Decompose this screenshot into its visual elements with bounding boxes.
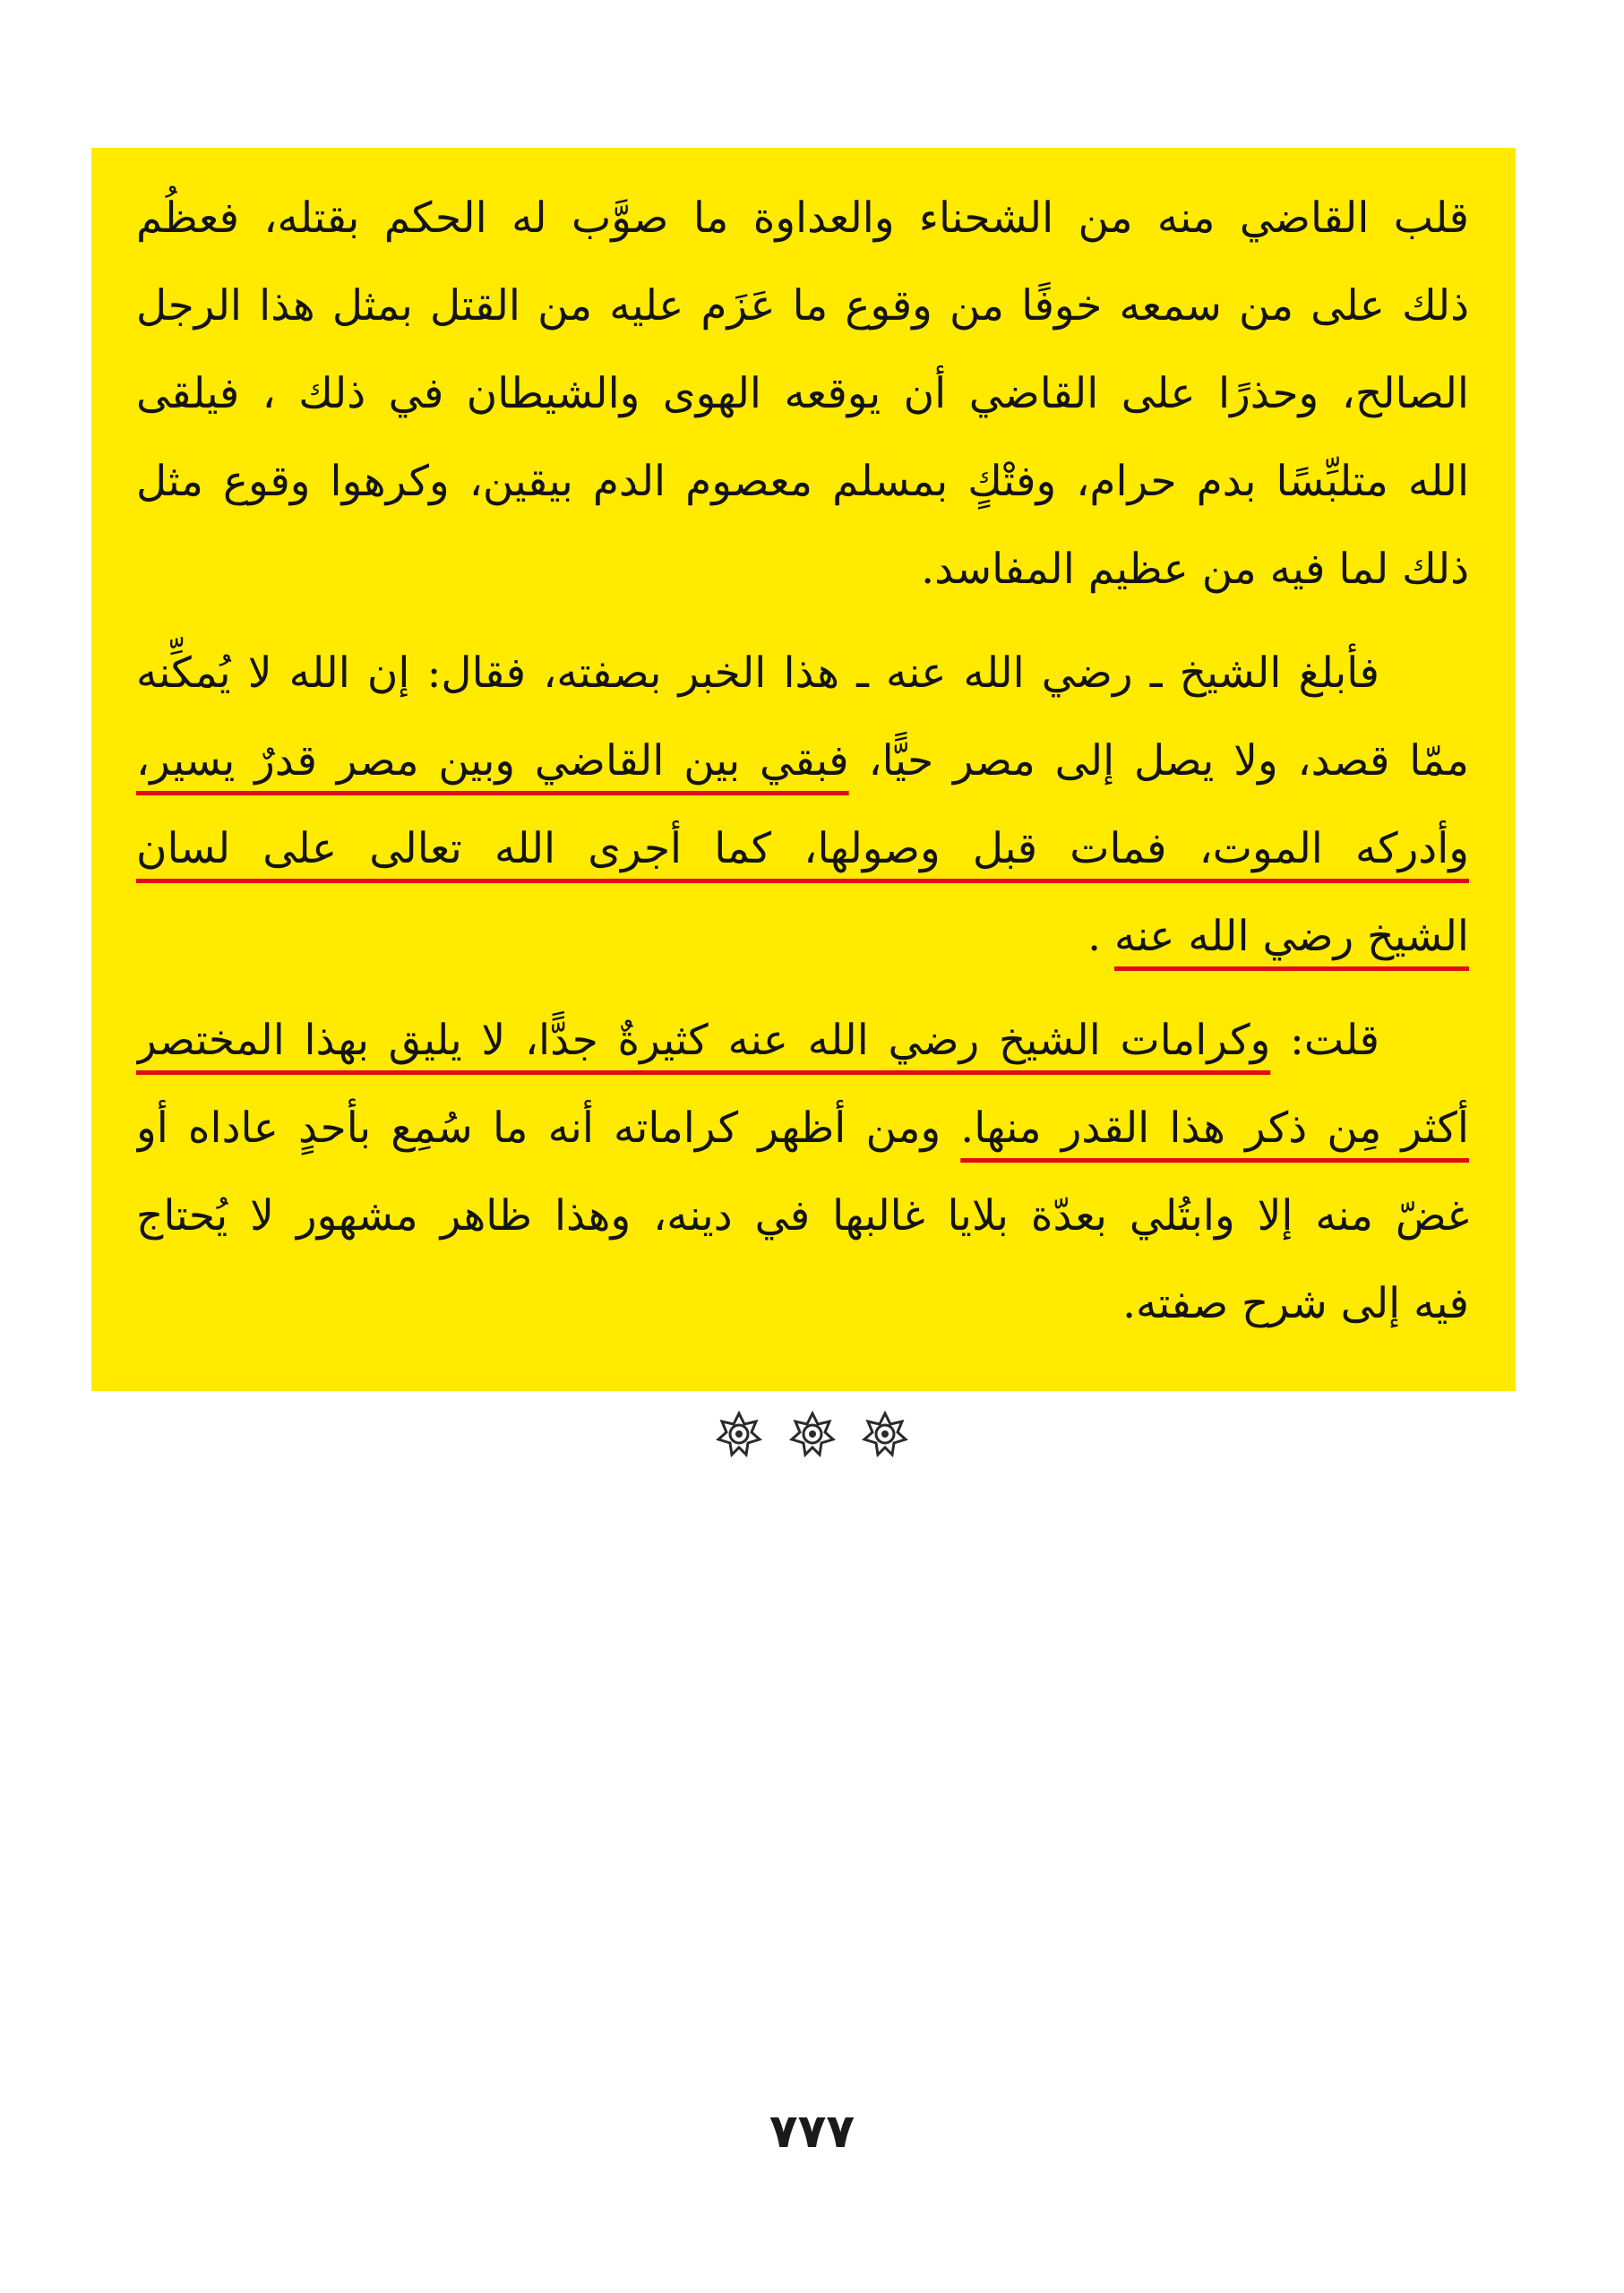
- text-line: غضّ منه إلا وابتُلي بعدّة بلايا غالبها في دينه، وهذا ظاهر مشهور لا يُحتاج: [136, 1191, 1469, 1241]
- underlined-passage: أكثر مِن ذكر هذا القدر منها.: [960, 1104, 1469, 1153]
- highlighted-text-block: [91, 148, 1516, 1391]
- text-segment: ممّا قصد، ولا يصل إلى مصر حيًّا،: [848, 736, 1469, 786]
- text-line: [136, 1085, 1469, 1172]
- paragraph-3: [136, 997, 1469, 1348]
- page-body: [136, 175, 1469, 1348]
- paragraph-gap: [136, 981, 1469, 997]
- text-line: [136, 997, 1469, 1085]
- section-divider: [0, 1411, 1624, 1457]
- text-line: [136, 717, 1469, 805]
- text-line: ذلك على من سمعه خوفًا من وقوع ما عَزَم عليه من القتل بمثل هذا الرجل: [136, 281, 1469, 331]
- underlined-passage: وكرامات الشيخ رضي الله عنه كثيرةٌ جدًّا، لا يليق بهذا المختصر: [136, 1016, 1271, 1065]
- text-line: قلب القاضي منه من الشحناء والعداوة ما صوَّب له الحكم بقتله، فعظُم: [136, 193, 1469, 243]
- flower-ornament-icon: [862, 1411, 908, 1457]
- text-line: فأبلغ الشيخ ـ رضي الله عنه ـ هذا الخبر بصفته، فقال: إن الله لا يُمكِّنه: [136, 648, 1379, 698]
- paragraph-1: [136, 175, 1469, 614]
- text-line: فيه إلى شرح صفته.: [1122, 1279, 1469, 1328]
- text-line: الله متلبِّسًا بدم حرام، وفتْكٍ بمسلم معصوم الدم بيقين، وكرهوا وقوع مثل: [136, 457, 1469, 506]
- text-segment: .: [1087, 912, 1114, 961]
- text-line: [136, 893, 1469, 981]
- text-segment: قلت:: [1270, 1016, 1380, 1065]
- underlined-passage: الشيخ رضي الله عنه: [1114, 912, 1469, 961]
- underlined-passage: وأدركه الموت، فمات قبل وصولها، كما أجرى الله تعالى على لسان: [136, 824, 1469, 873]
- paragraph-2: [136, 630, 1469, 981]
- text-segment: ومن أظهر كراماته أنه ما سُمِع بأحدٍ عاداه أو: [136, 1104, 961, 1153]
- paragraph-gap: [136, 614, 1469, 630]
- text-line: ذلك لما فيه من عظيم المفاسد.: [921, 545, 1469, 594]
- flower-ornament-icon: [716, 1411, 762, 1457]
- flower-ornament-icon: [789, 1411, 836, 1457]
- underlined-passage: فبقي بين القاضي وبين مصر قدرٌ يسير،: [136, 736, 849, 786]
- page-number: ٧٧٧: [769, 2105, 855, 2159]
- text-line: الصالح، وحذرًا على القاضي أن يوقعه الهوى والشيطان في ذلك ، فيلقى: [136, 369, 1469, 418]
